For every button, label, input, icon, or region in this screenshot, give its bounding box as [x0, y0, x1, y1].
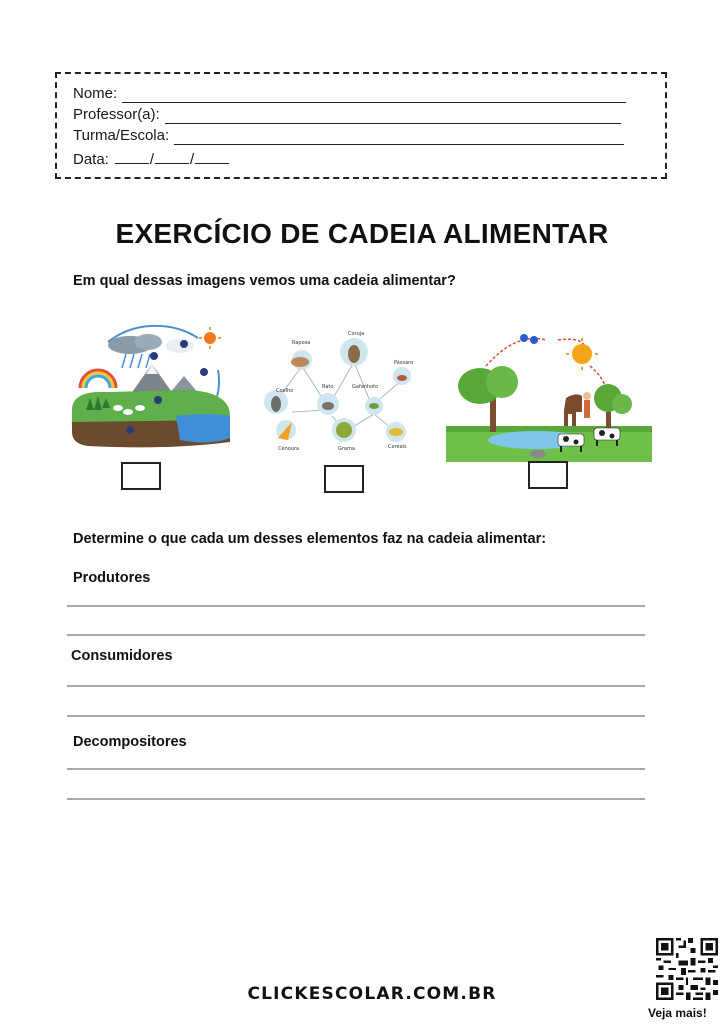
name-field [73, 85, 626, 103]
class-school-field [73, 127, 624, 145]
student-info-box [55, 72, 667, 179]
answer-line-decompositores-2[interactable] [67, 798, 645, 800]
label-grama: Grama [338, 446, 355, 452]
question-2: Determine o que cada um desses elementos faz na cadeia alimentar: [73, 531, 547, 547]
label-rato: Rato [322, 384, 334, 390]
teacher-field [73, 106, 621, 124]
label-coelho: Coelho [276, 388, 294, 394]
page-title: EXERCÍCIO DE CADEIA ALIMENTAR [115, 218, 609, 249]
answer-line-consumidores-2[interactable] [67, 715, 645, 717]
answer-line-produtores-1[interactable] [67, 605, 645, 607]
label-coruja: Coruja [348, 331, 365, 337]
teacher-label: Professor(a): [73, 106, 160, 123]
section-decompositores: Decompositores [73, 734, 187, 750]
label-cenoura: Cenoura [278, 446, 300, 452]
label-gafanhoto: Gafanhoto [352, 384, 379, 390]
name-label: Nome: [73, 85, 118, 102]
date-blanks[interactable]: / / [115, 148, 229, 169]
checkbox-image-2[interactable] [324, 465, 364, 493]
ecosystem-image [446, 326, 652, 462]
question-1: Em qual dessas imagens vemos uma cadeia alimentar? [73, 273, 456, 289]
checkbox-image-1[interactable] [121, 462, 161, 490]
answer-line-consumidores-1[interactable] [67, 685, 645, 687]
section-produtores: Produtores [73, 570, 151, 586]
teacher-line[interactable] [165, 108, 621, 124]
label-raposa: Raposa [292, 340, 311, 346]
answer-line-produtores-2[interactable] [67, 634, 645, 636]
label-passaro: Pássaro [394, 360, 414, 366]
label-cereais: Cereais [388, 444, 407, 450]
checkbox-image-3[interactable] [528, 461, 568, 489]
section-consumidores: Consumidores [71, 648, 173, 664]
see-more-label: Veja mais! [648, 1006, 707, 1020]
food-web-image [262, 326, 422, 456]
name-line[interactable] [122, 87, 626, 103]
site-brand: CLICKESCOLAR.COM.BR [247, 984, 497, 1004]
class-school-line[interactable] [174, 129, 624, 145]
date-field [73, 148, 229, 169]
qr-code-icon[interactable] [656, 938, 718, 1000]
date-label: Data: [73, 151, 109, 168]
answer-line-decompositores-1[interactable] [67, 768, 645, 770]
class-school-label: Turma/Escola: [73, 127, 170, 144]
water-cycle-image [68, 320, 236, 452]
